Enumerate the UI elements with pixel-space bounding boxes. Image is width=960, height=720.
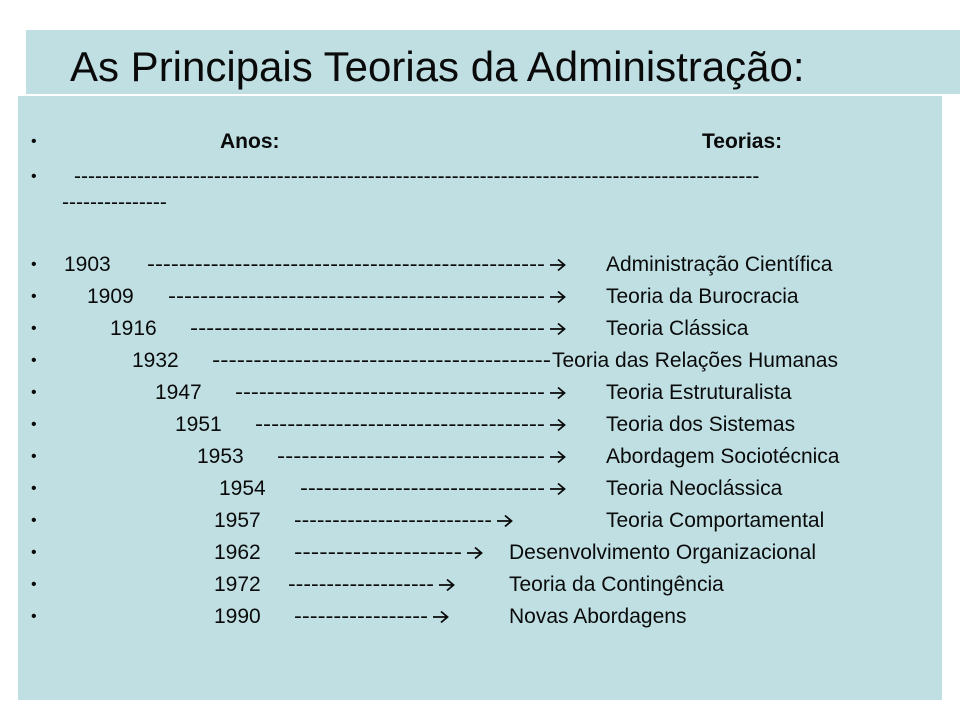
bullet: •	[31, 576, 37, 593]
row-theory: Teoria dos Sistemas	[606, 413, 796, 436]
row-year: 1972	[214, 573, 261, 596]
row-theory: Administração Científica	[606, 253, 833, 276]
bullet: •	[31, 288, 37, 305]
bullet: •	[31, 133, 37, 150]
row-dashes: -----------------------------------------------	[168, 285, 545, 308]
bullet: •	[31, 352, 37, 369]
bullet: •	[31, 168, 37, 185]
row-year: 1932	[132, 349, 179, 372]
row-dashes: --------------------------------------------------	[147, 253, 545, 276]
right-arrow-icon	[466, 546, 484, 560]
row-dashes: --------------------	[294, 541, 462, 564]
row-theory: Desenvolvimento Organizacional	[509, 541, 816, 564]
row-dashes: --------------------------	[294, 509, 492, 532]
bullet: •	[31, 512, 37, 529]
page-title	[70, 40, 805, 94]
row-theory: Teoria da Burocracia	[606, 285, 799, 308]
row-year: 1951	[175, 413, 222, 436]
row-year: 1957	[214, 509, 261, 532]
bullet: •	[31, 480, 37, 497]
row-theory: Teoria Comportamental	[606, 509, 825, 532]
row-dashes: ---------------------------------------	[235, 381, 545, 404]
right-arrow-icon	[549, 290, 567, 304]
right-arrow-icon	[438, 578, 456, 592]
row-year: 1909	[87, 285, 134, 308]
row-dashes: -----------------	[294, 605, 428, 628]
header-teorias: Teorias:	[702, 130, 783, 153]
right-arrow-icon	[549, 450, 567, 464]
right-arrow-icon	[549, 418, 567, 432]
row-year: 1962	[214, 541, 261, 564]
bullet: •	[31, 320, 37, 337]
row-theory: Teoria Estruturalista	[606, 381, 792, 404]
right-arrow-icon	[549, 386, 567, 400]
row-dashes: ---------------------------------	[277, 445, 545, 468]
right-arrow-icon	[549, 258, 567, 272]
row-theory: Teoria Clássica	[606, 317, 749, 340]
row-year: 1953	[197, 445, 244, 468]
row-year: 1916	[110, 317, 157, 340]
row-theory: Novas Abordagens	[509, 605, 687, 628]
bullet: •	[31, 256, 37, 273]
row-year: 1954	[219, 477, 266, 500]
title-colon: :	[792, 43, 805, 90]
separator-line-2: ---------------	[62, 191, 167, 214]
row-theory: Teoria das Relações Humanas	[552, 349, 838, 372]
row-year: 1990	[214, 605, 261, 628]
title-text: As Principais Teorias da Administração	[70, 43, 793, 90]
row-theory: Teoria Neoclássica	[606, 477, 783, 500]
row-theory: Abordagem Sociotécnica	[606, 445, 840, 468]
separator-line-1: --------------------------------------------------------------------------------------------------	[74, 165, 760, 188]
row-year: 1947	[155, 381, 202, 404]
row-dashes: -----------------------------------------	[212, 349, 551, 372]
header-anos: Anos:	[220, 130, 280, 153]
row-dashes: -------------------	[288, 573, 434, 596]
right-arrow-icon	[549, 322, 567, 336]
bullet: •	[31, 416, 37, 433]
row-dashes: -------------------------------	[300, 477, 545, 500]
bullet: •	[31, 608, 37, 625]
row-dashes: --------------------------------------------	[190, 317, 545, 340]
bullet: •	[31, 544, 37, 561]
right-arrow-icon	[432, 610, 450, 624]
right-arrow-icon	[549, 482, 567, 496]
bullet: •	[31, 384, 37, 401]
row-theory: Teoria da Contingência	[509, 573, 724, 596]
row-year: 1903	[64, 253, 111, 276]
right-arrow-icon	[496, 514, 514, 528]
bullet: •	[31, 448, 37, 465]
row-dashes: ------------------------------------	[255, 413, 545, 436]
